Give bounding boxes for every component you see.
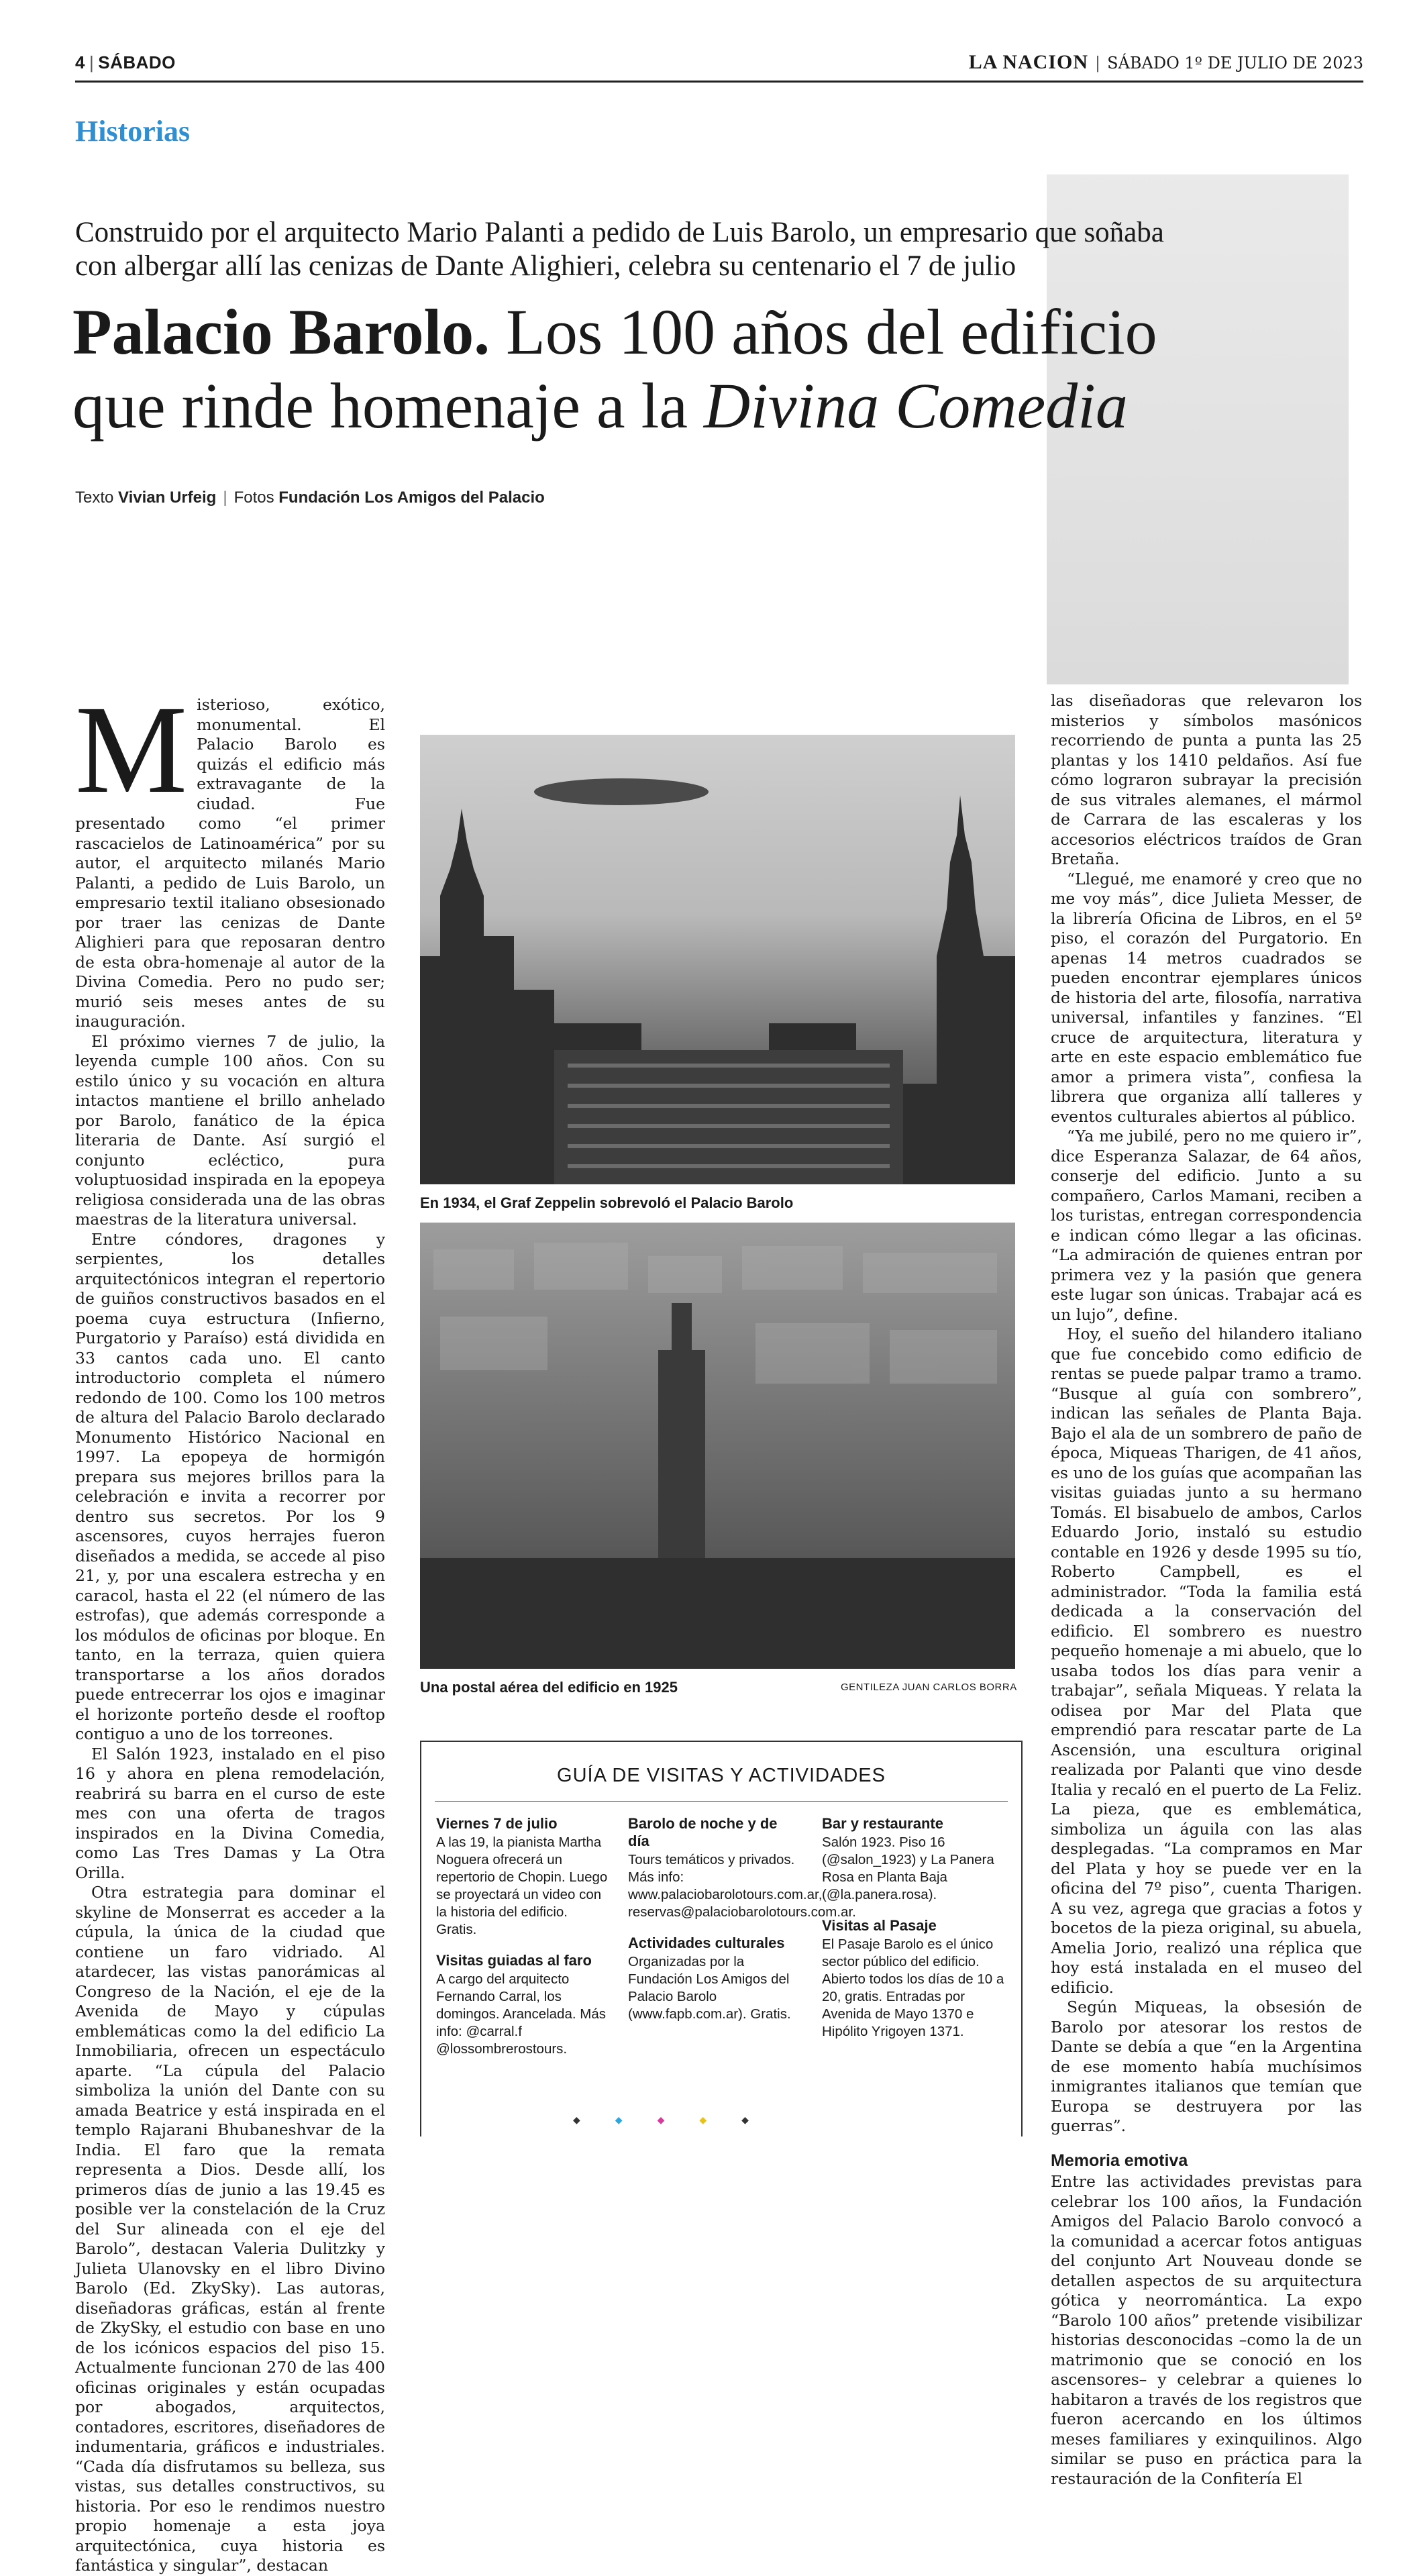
guide-item — [822, 1917, 1010, 2041]
article-paragraph: isterioso, exótico, monumental. El Palacio Barolo es quizás el edificio más extravagante de la ciudad. Fue presentado como “el primer rascacielos de Latinoamérica” por su autor, el arquitecto milanés Mario Palanti, a pedido de Luis Barolo, un empresario textil italiano obsesionado por traer las cenizas de Dante Alighieri para que reposaran dentro de esta obra-homenaje al autor de la Divina Comedia. Pero no pudo ser; murió seis meses antes de su inauguración. — [75, 695, 385, 1031]
article-paragraph: Según Miqueas, la obsesión de Barolo por atesorar los restos de Dante se debía a que “en la Argentina de ese momento había muchísimos inmigrantes italianos que temían que Europa se destruyera por las guerras”. — [1051, 1998, 1362, 2135]
article-column-3 — [1051, 691, 1362, 2489]
aerial-city-illustration — [420, 1223, 1015, 1669]
article-paragraph: Entre las actividades previstas para celebrar los 100 años, la Fundación Amigos del Palacio Barolo convocó a la comunidad a acercar fotos antiguas del conjunto Art Nouveau donde se detallen aspectos de su arquitectura gótica y neorromántica. La expo “Barolo 100 años” pretende visibilizar historias desconocidas –como la de un matrimonio que se conoció en los ascensores– y celebrar a quienes lo habitaron a través de los registros que fueron acercando en los últimos meses familiares y exinquilinos. Algo similar se puso en práctica para la restauración de la Confitería El — [1051, 2172, 1362, 2488]
page-number: 4 — [75, 52, 85, 72]
guide-item-heading: Visitas guiadas al faro — [436, 1952, 592, 1969]
article-paragraph: Entre cóndores, dragones y serpientes, los detalles arquitectónicos integran el repertorio de guiños constructivos basados en el poema cuya estructura (Infierno, Purgatorio y Paraíso) está dividida en 33 cantos cada uno. El canto introductorio completa el número redondo de 100. Como los 100 metros de altura del Palacio Barolo declarado Monumento Histórico Nacional en 1997. La epopeya de hormigón prepara sus mejores brillos para la celebración e invita a recorrer por dentro sus secretos. Por los 9 ascensores, cuyos herrajes fueron diseñados a medida, se accede al piso 21, y, por una escalera estrecha y en caracol, hasta el 22 (el número de las estrofas), que además corresponde a los módulos de oficinas por bloque. En tanto, en la terraza, quien quiera transportarse a los años dorados puede entrecerrar los ojos e imaginar el horizonte porteño desde el rooftop contiguo a uno de los torreones. — [75, 1229, 385, 1743]
folio-separator: | — [89, 52, 95, 72]
registration-marks: ◆◆◆◆◆ — [573, 2115, 784, 2126]
byline-text-label: Texto — [75, 488, 114, 507]
folio — [75, 52, 176, 73]
guide-column-3 — [822, 1815, 1010, 2054]
photo-caption-1: En 1934, el Graf Zeppelin sobrevoló el Palacio Barolo — [420, 1194, 794, 1211]
section-day: SÁBADO — [98, 52, 176, 72]
headline — [72, 295, 1347, 443]
zeppelin-illustration — [420, 735, 1015, 1184]
guide-column-2 — [628, 1815, 856, 2037]
headline-lead: Palacio Barolo. — [72, 296, 490, 368]
guide-item-text: Tours temáticos y privados. Más info: www.palaciobarolotours.com.ar, reservas@palaciobarolotours.com.ar. — [628, 1852, 856, 1920]
issue-date: SÁBADO 1º DE JULIO DE 2023 — [1107, 54, 1363, 72]
guide-item-text: A cargo del arquitecto Fernando Carral, los domingos. Arancelada. Más info: @carral.f @lossombrerostours. — [436, 1971, 606, 2057]
guide-item — [822, 1815, 1010, 1904]
guide-item-text: Salón 1923. Piso 16 (@salon_1923) y La Panera Rosa en Planta Baja (@la.panera.rosa). — [822, 1835, 994, 1902]
guide-item-heading: Actividades culturales — [628, 1935, 785, 1951]
guide-item-text: El Pasaje Barolo es el único sector público del edificio. Abierto todos los días de 10 a 20, gratis. Entradas por Avenida de Mayo 1370 e Hipólito Yrigoyen 1371. — [822, 1937, 1004, 2039]
article-paragraph: Otra estrategia para dominar el skyline de Monserrat es acceder a la cúpula, la única de la ciudad que contiene un faro vidriado. Al atardecer, las vistas panorámicas al Congreso de la Nación, el eje de la Avenida de Mayo y cúpulas emblemáticas como la del edificio La Inmobiliaria, ofrecen un espectáculo aparte. “La cúpula del Palacio simboliza la unión del Dante con su amada Beatrice y está inspirada en el templo Rajarani Bhubaneshvar de la India. El faro que la remata representa a Dios. Desde allí, los primeros días de junio a las 19.45 es posible ver la constelación de la Cruz del Sur alineada con el eje del Barolo”, destacan Valeria Dulitzky y Julieta Ulanovsky en el libro Divino Barolo (Ed. ZkySky). Las autoras, diseñadoras gráficas, están al frente de ZkySky, el estudio con base en uno de los icónicos espacios del piso 15. Actualmente funcionan 270 de las 400 oficinas originales y están ocupadas por abogados, arquitectos, contadores, escritores, diseñadores de indumentaria, gráficos e industriales. “Cada día disfrutamos su belleza, sus vistas, sus detalles constructivos, su historia. Por eso le rendimos nuestro propio homenaje a esta joya arquitectónica, cuya historia es fantástica y singular”, destacan — [75, 1883, 385, 2575]
guide-item-heading: Barolo de noche y de día — [628, 1815, 778, 1849]
barolo-tower — [658, 1350, 705, 1592]
brand-name: LA NACION — [968, 51, 1088, 73]
header-rule — [75, 81, 1363, 83]
guide-item-text: Organizadas por la Fundación Los Amigos del Palacio Barolo (www.fapb.com.ar). Gratis. — [628, 1954, 791, 2022]
article-paragraph: Hoy, el sueño del hilandero italiano que fue concebido como edificio de rentas se puede palpar tramo a tramo. “Busque al guía con sombrero”, indican las señales de Planta Baja. Bajo el ala de un sombrero de paño de época, Miqueas Tharigen, de 41 años, es uno de los guías que acompañan las visitas guiadas junto a su hermano Tomás. El bisabuelo de ambos, Carlos Eduardo Jorio, instaló su estudio contable en 1926 y desde 1995 su tío, Roberto Campbell, es el administrador. “Toda la familia está dedicada a la conservación del edificio. El sombrero es nuestro pequeño homenaje a mi abuelo, que lo usaba todos los días para venir a trabajar”, señala Miqueas. Y relata la odisea por Mar del Plata que emprendió para rescatar parte de La Ascensión, una escultura original realizada por Palanti que vino desde Italia y recaló en el puerto de La Feliz. La pieza, que es emblemática, simboliza un águila con las alas desplegadas. “La compramos en Mar del Plata y hoy se puede ver en la oficina del 7º piso”, cuenta Tharigen. A su vez, agrega que gracias a fotos y bocetos de la pieza original, su abuela, Amelia Jorio, realizó una réplica que hoy está instalada en el museo del edificio. — [1051, 1325, 1362, 1997]
byline-author: Vivian Urfeig — [118, 488, 217, 507]
article-column-1 — [75, 679, 385, 2576]
article-paragraph: “Llegué, me enamoré y creo que no me voy más”, dice Julieta Messer, de la librería Oficina de Libros, en el 5º piso, el corazón del Purgatorio. En apenas 14 metros cuadrados se pueden encontrar ejemplares únicos de historia del arte, filosofía, narrativa universal, infantiles y fanzines. “El cruce de arquitectura, literatura y arte en este espacio emblemático fue amor a primera vista”, confiesa la librera que organiza allí talleres y eventos culturales abiertos al público. — [1051, 869, 1362, 1126]
guide-item — [436, 1815, 609, 1939]
guide-column-1 — [436, 1815, 609, 2071]
byline — [75, 488, 545, 507]
guide-item-heading: Bar y restaurante — [822, 1815, 943, 1832]
article-paragraph: El Salón 1923, instalado en el piso 16 y ahora en plena remodelación, reabrirá su barra en el curso de este mes con una oferta de tragos inspirados en la Divina Comedia, como Las Tres Damas y La Otra Orilla. — [75, 1744, 385, 1882]
guide-item — [628, 1815, 856, 1921]
guide-item-heading: Visitas al Pasaje — [822, 1917, 937, 1934]
foreground-buildings — [420, 1558, 1015, 1669]
byline-photos-label: Fotos — [233, 488, 274, 507]
headline-italic: Divina Comedia — [703, 370, 1128, 442]
photo-credit: GENTILEZA JUAN CARLOS BORRA — [841, 1682, 1017, 1693]
masthead-separator: | — [1095, 54, 1101, 72]
subheading: Memoria emotiva — [1051, 2151, 1188, 2170]
city-blocks — [433, 1243, 997, 1384]
kicker: Construido por el arquitecto Mario Palanti a pedido de Luis Barolo, un empresario que soñaba con albergar allí las cenizas de Dante Alighieri, celebra su centenario el 7 de julio — [75, 217, 1164, 282]
aerial-postcard-photo — [420, 1223, 1015, 1669]
article-paragraph: “Ya me jubilé, pero no me quiero ir”, dice Esperanza Salazar, de 64 años, conserje del edificio. Junto a su compañero, Carlos Mamani, reciben a los turistas, entregan correspondencia e indican cómo llegar a las oficinas. “La admiración de quienes entran por primera vez y la pasión que genera este lugar son únicas. Trabajar acá es un lujo”, define. — [1051, 1127, 1362, 1324]
guide-item — [628, 1935, 801, 2023]
zeppelin-shape — [534, 778, 709, 805]
guide-item-text: A las 19, la pianista Martha Noguera ofrecerá un repertorio de Chopin. Luego se proyectará un video con la historia del edificio. Gratis. — [436, 1835, 608, 1937]
zeppelin-photo — [420, 735, 1015, 1184]
headline-line2: que rinde homenaje a la — [72, 370, 704, 442]
article-paragraph: El próximo viernes 7 de julio, la leyenda cumple 100 años. Con su estilo único y su vocación en altura intactos mantiene el brillo anhelado por Barolo, fanático de la épica literaria de Dante. Así surgió el conjunto ecléctico, pura voluptuosidad inspirada en la epopeya religiosa considerada una de las obras maestras de la literatura universal. — [75, 1031, 385, 1229]
dropcap: M — [75, 679, 188, 819]
guide-item-heading: Viernes 7 de julio — [436, 1815, 558, 1832]
guide-title: GUÍA DE VISITAS Y ACTIVIDADES — [557, 1765, 886, 1786]
byline-photographer: Fundación Los Amigos del Palacio — [278, 488, 545, 507]
headline-line1: Los 100 años del edificio — [490, 296, 1157, 368]
photo-caption-2: Una postal aérea del edificio en 1925 — [420, 1679, 678, 1696]
masthead — [969, 51, 1363, 74]
barolo-dome — [672, 1303, 692, 1353]
byline-separator: | — [223, 488, 227, 507]
article-paragraph: las diseñadoras que relevaron los misterios y símbolos masónicos recorriendo de punta a punta las 25 plantas y los 1410 peldaños. Así fue cómo lograron subrayar la precisión de sus vitrales alemanes, el mármol de Carrara de las escaleras y los accesorios eléctricos traídos de Gran Bretaña. — [1051, 691, 1362, 868]
section-tag: Historias — [75, 115, 191, 148]
guide-divider — [435, 1801, 1008, 1802]
guide-item — [436, 1952, 609, 2058]
